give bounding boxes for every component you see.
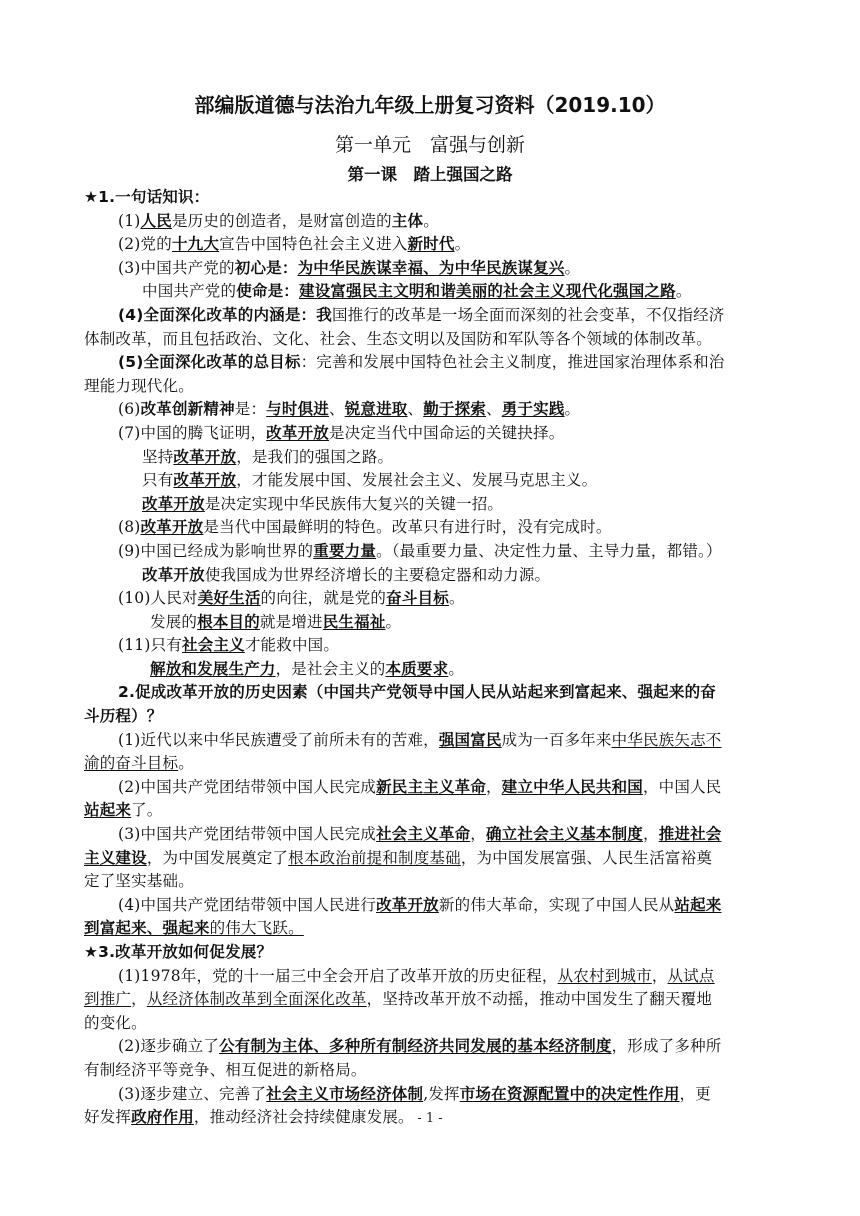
text-run: (1) <box>118 211 141 230</box>
text-line <box>84 469 781 493</box>
text-run: ， <box>642 825 659 844</box>
text-run: 是历史的创造者，是财富创造的 <box>171 211 392 230</box>
text-run: 好发挥 <box>84 1108 132 1127</box>
text-run: ，形成了多种所 <box>611 1037 722 1056</box>
text-run: ， <box>131 990 147 1009</box>
text-line <box>84 1059 781 1083</box>
text-line <box>84 941 781 965</box>
text-line <box>84 233 781 257</box>
text-run: 的变化。 <box>84 1013 147 1032</box>
text-run: 宣告中国特色社会主义进入 <box>219 235 408 254</box>
text-run: ， <box>651 966 668 985</box>
text-line <box>84 729 781 753</box>
text-line <box>84 681 781 705</box>
text-run: (9)中国已经成为影响世界的 <box>118 541 314 560</box>
underlined-term: 确立社会主义基本制度 <box>485 825 643 844</box>
underlined-term: 锐意进取 <box>344 400 408 419</box>
underlined-term: 美好生活 <box>197 589 261 608</box>
text-line <box>84 870 781 894</box>
underlined-term: 民生福祉 <box>322 612 386 631</box>
text-line <box>84 752 781 776</box>
text-line <box>84 611 781 635</box>
text-run: ，为中国发展富强、人民生活富裕奠 <box>460 848 713 867</box>
underlined-term: 新时代 <box>407 235 455 254</box>
underlined-term: 从试点 <box>667 966 715 985</box>
text-run: 是： <box>234 400 267 419</box>
text-run: ， <box>485 777 502 796</box>
underlined-term: 中华民族矢志不 <box>611 730 722 749</box>
text-run: ,发挥 <box>423 1084 460 1103</box>
text-run: 、 <box>407 400 424 419</box>
text-run: (6) <box>118 400 141 419</box>
underlined-term: 社会主义革命 <box>376 825 471 844</box>
text-line <box>84 965 781 989</box>
text-run: ，为中国发展奠定了 <box>146 848 289 867</box>
text-run: ，是我们的强国之路。 <box>236 447 394 466</box>
underlined-term: 本质要求 <box>385 659 449 678</box>
text-run: 理能力现代化。 <box>84 376 194 395</box>
bold-text: 初心是： <box>234 258 298 277</box>
text-line <box>84 917 781 941</box>
underlined-term: 社会主义市场经济体制 <box>266 1084 424 1103</box>
underlined-term: 公有制为主体、多种所有制经济共同发展的基本经济制度 <box>219 1037 612 1056</box>
text-run: 新的伟大革命，实现了中国人民从 <box>438 895 675 914</box>
text-run: ，坚持改革开放不动摇，推动中国发生了翻天覆地 <box>366 990 713 1009</box>
text-run: 坚持 <box>142 447 174 466</box>
underlined-term: 改革开放 <box>376 895 439 914</box>
underlined-term: 到推广 <box>84 990 132 1009</box>
text-line <box>84 823 781 847</box>
underlined-term: 奋斗目标 <box>386 589 449 608</box>
underlined-term: 社会主义 <box>182 636 245 655</box>
underlined-term: 为中华民族谋幸福、为中华民族谋复兴 <box>297 258 565 277</box>
text-run: (8) <box>118 518 141 537</box>
text-line <box>84 351 781 375</box>
underlined-term: 十九大 <box>171 235 220 254</box>
text-line <box>84 516 781 540</box>
underlined-term: 的伟大飞跃。 <box>209 919 304 938</box>
text-line <box>84 1083 781 1107</box>
underlined-term: 站起来 <box>84 801 132 820</box>
text-line <box>84 210 781 234</box>
text-run: 中国共产党的 <box>142 282 237 301</box>
text-run: ，更 <box>679 1084 711 1103</box>
text-run: (1)1978年，党的十一届三中全会开启了改革开放的历史征程， <box>118 966 558 985</box>
text-line <box>84 280 781 304</box>
text-run: ：完善和发展中国特色社会主义制度，推进国家治理体系和治 <box>300 353 725 372</box>
text-line <box>84 398 781 422</box>
underlined-term: 渝的奋斗目标 <box>84 754 179 773</box>
underlined-term: 与时俱进 <box>266 400 329 419</box>
underlined-term: 政府作用 <box>131 1108 194 1127</box>
text-line <box>84 1012 781 1036</box>
bold-text: ★3.改革开放如何促发展？ <box>84 943 273 961</box>
text-run: 成为一百多年来 <box>501 730 612 749</box>
bold-text: 改革开放 <box>142 565 205 584</box>
text-run: 国推行的改革是一场全面而深刻的社会变革，不仅指经济 <box>331 305 725 324</box>
text-line <box>84 988 781 1012</box>
text-run: 使我国成为世界经济增长的主要稳定器和动力源。 <box>204 565 551 584</box>
underlined-term: 从经济体制改革到全面深化改革 <box>146 990 367 1009</box>
text-run: ，是社会主义的 <box>275 659 386 678</box>
text-line <box>84 658 781 682</box>
text-run: 的向往，就是党的 <box>260 589 387 608</box>
underlined-term: 主义建设 <box>84 848 147 867</box>
bold-text: 改革创新精神 <box>140 400 235 419</box>
text-run: 体制改革，而且包括政治、文化、社会、生态文明以及国防和军队等各个领域的体制改革。 <box>84 329 713 348</box>
text-run: ，推动经济社会持续健康发展。 <box>193 1108 414 1127</box>
underlined-term: 勤于探索 <box>423 400 487 419</box>
underlined-term: 站起来 <box>674 895 722 914</box>
bold-text: 我 <box>316 305 332 324</box>
text-run: 。 <box>448 659 465 678</box>
underlined-term: 解放和发展生产力 <box>150 659 276 678</box>
bold-text: ★1.一句话知识： <box>84 188 210 206</box>
underlined-term: 从农村到城市 <box>557 966 652 985</box>
bold-text: 主体 <box>391 211 424 230</box>
text-run: 。 <box>385 612 402 631</box>
underlined-term: 改革开放 <box>142 494 205 513</box>
document-title: 部编版道德与法治九年级上册复习资料（2019.10） <box>194 93 666 117</box>
text-line <box>84 540 781 564</box>
underlined-term: 改革开放 <box>140 518 204 537</box>
text-line <box>84 634 781 658</box>
text-line <box>84 799 781 823</box>
underlined-term: 根本目的 <box>197 612 260 631</box>
text-line <box>84 446 781 470</box>
text-run: 、 <box>486 400 502 419</box>
text-run: (7)中国的腾飞证明， <box>118 423 267 442</box>
text-run: 定了坚实基础。 <box>84 872 194 891</box>
text-run: 。 <box>564 258 581 277</box>
underlined-term: 勇于实践 <box>501 400 565 419</box>
document-body <box>84 186 781 1130</box>
underlined-term: 建立中华人民共和国 <box>501 777 643 796</box>
text-run: 就是增进 <box>259 612 323 631</box>
text-run: 。 <box>564 400 581 419</box>
text-run: ，才能发展中国、发展社会主义、发展马克思主义。 <box>236 471 598 490</box>
text-line <box>84 894 781 918</box>
text-line <box>84 304 781 328</box>
text-run: (1)近代以来中华民族遭受了前所未有的苦难， <box>118 730 439 749</box>
text-line <box>84 328 781 352</box>
underlined-term: 新民主主义革命 <box>376 777 486 796</box>
text-run: 。 <box>448 589 465 608</box>
text-run: (10)人民对 <box>118 589 198 608</box>
text-line <box>84 257 781 281</box>
text-run: 。 <box>675 282 692 301</box>
underlined-term: 推进社会 <box>658 825 722 844</box>
text-line <box>84 587 781 611</box>
underlined-term: 人民 <box>140 211 172 230</box>
text-run: (3)中国共产党的 <box>118 258 235 277</box>
underlined-term: 改革开放 <box>173 447 237 466</box>
text-run: (4)中国共产党团结带领中国人民进行 <box>118 895 377 914</box>
text-run: ，中国人民 <box>642 777 722 796</box>
text-line <box>84 1035 781 1059</box>
bold-text: (4)全面深化改革的内涵是： <box>118 305 317 324</box>
text-run: 是当代中国最鲜明的特色。改革只有进行时，没有完成时。 <box>203 518 612 537</box>
underlined-term: 改革开放 <box>173 471 237 490</box>
text-run: 。（最重要力量、决定性力量、主导力量，都错。） <box>376 541 722 560</box>
underlined-term: 根本政治前提和制度基础 <box>288 848 461 867</box>
text-run: 。 <box>423 211 439 230</box>
bold-text: 斗历程）？ <box>84 707 163 726</box>
underlined-term: 重要力量 <box>313 541 377 560</box>
text-line <box>84 422 781 446</box>
text-line <box>84 847 781 871</box>
text-run: 了。 <box>131 801 163 820</box>
text-line <box>84 375 781 399</box>
underlined-term: 市场在资源配置中的决定性作用 <box>459 1084 680 1103</box>
text-run: ， <box>470 825 486 844</box>
underlined-term: 到富起来、强起来 <box>84 919 210 938</box>
text-run: 。 <box>454 235 471 254</box>
text-run: (2)逐步确立了 <box>118 1037 220 1056</box>
bold-text: 使命是： <box>236 282 300 301</box>
text-run: (11)只有 <box>118 636 183 655</box>
bold-text: (5)全面深化改革的总目标 <box>118 353 301 372</box>
page-number: - 1 - <box>417 1111 443 1126</box>
lesson-heading: 第一课 踏上强国之路 <box>347 165 513 184</box>
text-line <box>84 493 781 517</box>
text-run: 是决定实现中华民族伟大复兴的关键一招。 <box>204 494 504 513</box>
text-run: 只有 <box>142 471 174 490</box>
text-line <box>84 564 781 588</box>
text-run: (2)中国共产党团结带领中国人民完成 <box>118 777 377 796</box>
text-line <box>84 705 781 729</box>
text-run: 是决定当代中国命运的关键抉择。 <box>328 423 565 442</box>
text-run: (2)党的 <box>118 235 172 254</box>
text-run: 有制经济平等竞争、相互促进的新格局。 <box>84 1060 367 1079</box>
bold-text: 2.促成改革开放的历史因素（中国共产党领导中国人民从站起来到富起来、强起来的奋 <box>118 683 716 702</box>
underlined-term: 建设富强民主文明和谐美丽的社会主义现代化强国之路 <box>299 282 676 301</box>
text-run: (3)中国共产党团结带领中国人民完成 <box>118 825 377 844</box>
text-line <box>84 186 781 210</box>
text-run: (3)逐步建立、完善了 <box>118 1084 267 1103</box>
underlined-term: 强国富民 <box>438 730 502 749</box>
text-run: 。 <box>178 754 194 773</box>
text-run: 发展的 <box>150 612 198 631</box>
unit-heading: 第一单元 富强与创新 <box>334 134 525 156</box>
underlined-term: 改革开放 <box>266 423 329 442</box>
text-line <box>84 776 781 800</box>
text-run: 、 <box>328 400 345 419</box>
text-run: 才能救中国。 <box>244 636 340 655</box>
